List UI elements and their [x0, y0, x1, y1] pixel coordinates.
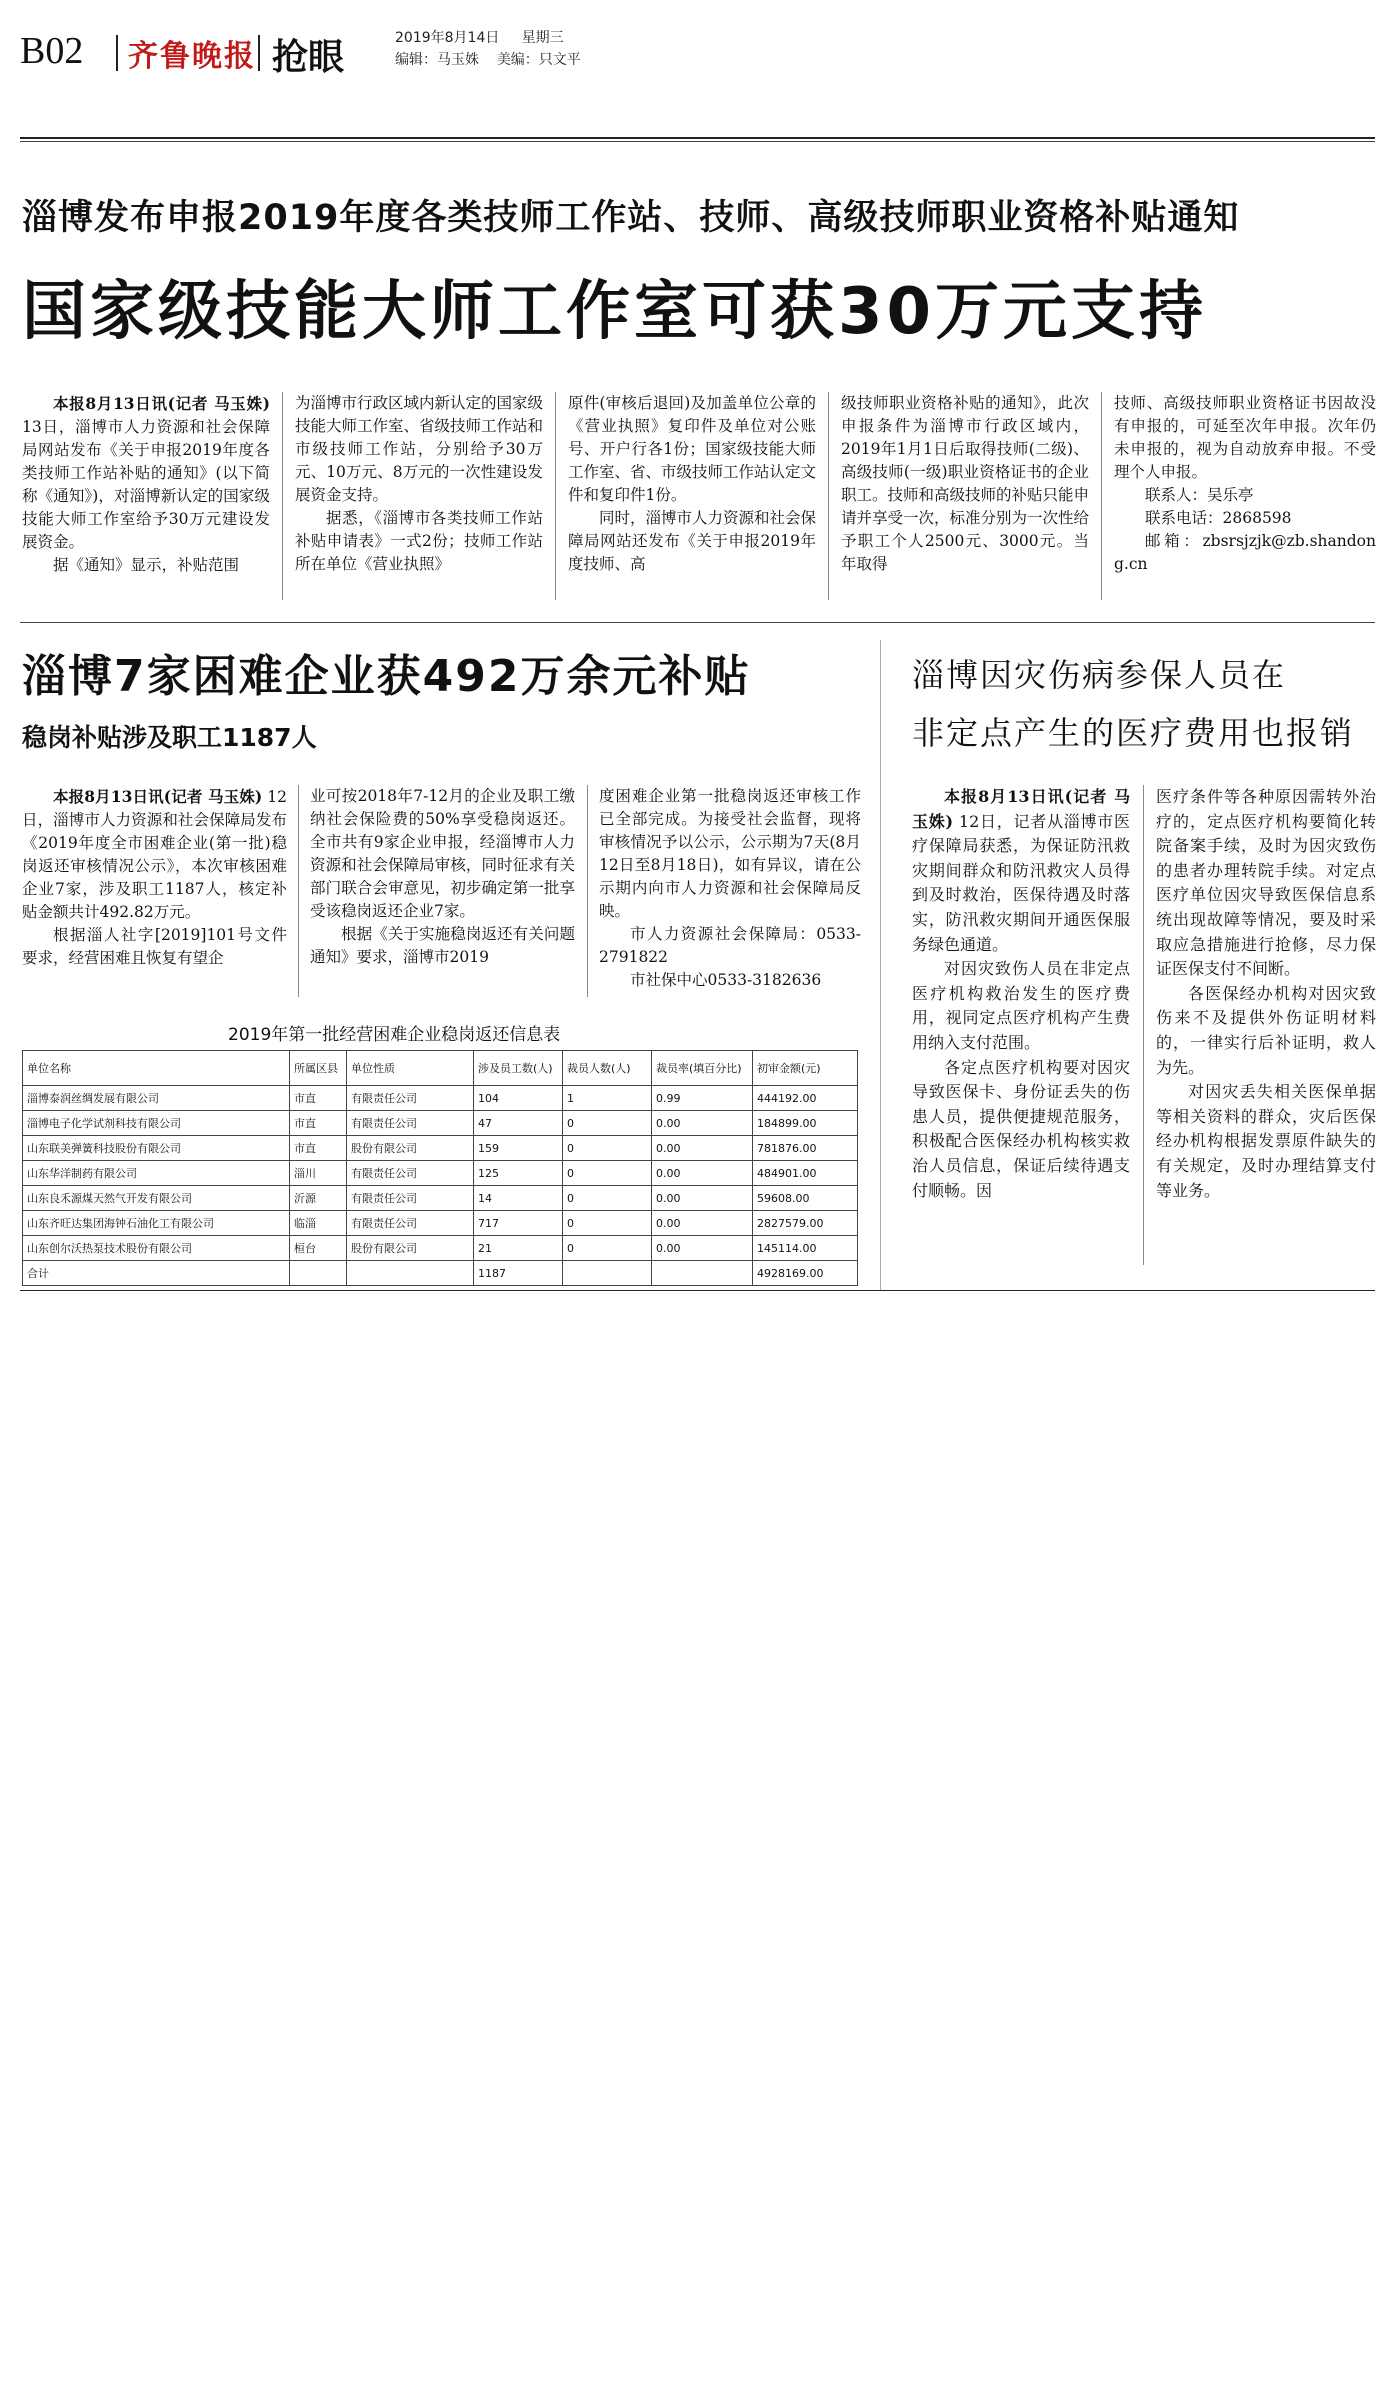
table-cell: 104 — [474, 1086, 563, 1111]
story1-paragraph: 技师、高级技师职业资格证书因故没有申报的，可延至次年申报。次年仍未申报的，视为自动放弃申报。不受理个人申报。 — [1114, 394, 1376, 481]
column-divider — [282, 392, 283, 600]
masthead-divider — [116, 35, 118, 71]
designer-credit: 美编：只文平 — [496, 52, 581, 68]
table-cell: 有限责任公司 — [347, 1211, 474, 1236]
table-title: 2019年第一批经营困难企业稳岗返还信息表 — [228, 1025, 561, 1045]
table-cell: 桓台 — [290, 1236, 347, 1261]
table-cell: 0.00 — [652, 1111, 753, 1136]
story3-paragraph: 各医保经办机构对因灾致伤来不及提供外伤证明材料的，一律实行后补证明，救人为先。 — [1156, 983, 1376, 1077]
table-cell: 淄博泰润丝绸发展有限公司 — [23, 1086, 290, 1111]
story1-email: 邮箱：zbsrsjzjk@zb.shandong.cn — [1114, 532, 1376, 573]
table-cell: 市直 — [290, 1111, 347, 1136]
table-cell: 0 — [563, 1111, 652, 1136]
newspaper-logo: 齐鲁晚报 — [128, 39, 256, 74]
table-cell: 合计 — [23, 1261, 290, 1286]
table-row — [23, 1161, 858, 1186]
story2-contact: 市社保中心0533-3182636 — [630, 971, 822, 989]
story1-paragraph: 据悉，《淄博市各类技师工作站补贴申请表》一式2份；技师工作站所在单位《营业执照》 — [295, 509, 543, 573]
story3-paragraph: 对因灾丢失相关医保单据等相关资料的群众，灾后医保经办机构根据发票原件缺失的有关规定，及时办理结算支付等业务。 — [1156, 1082, 1376, 1200]
column-divider — [587, 785, 588, 997]
table-cell: 山东良禾源煤天然气开发有限公司 — [23, 1186, 290, 1211]
table-cell: 有限责任公司 — [347, 1161, 474, 1186]
story2-contact: 市人力资源社会保障局：0533-2791822 — [599, 925, 861, 966]
section-name: 抢眼 — [272, 37, 345, 78]
story2-column-2 — [310, 785, 575, 969]
masthead-divider — [258, 35, 260, 71]
table-cell: 0.99 — [652, 1086, 753, 1111]
table-cell: 股份有限公司 — [347, 1236, 474, 1261]
table-cell: 0.00 — [652, 1236, 753, 1261]
table-total-row — [23, 1261, 858, 1286]
story1-dateline: 本报8月13日讯(记者 马玉姝) — [53, 394, 270, 413]
story1-paragraph: 13日，淄博市人力资源和社会保障局网站发布《关于申报2019年度各类技师工作站补贴的通知》(以下简称《通知》)，对淄博新认定的国家级技能大师工作室给予30万元建设发展资金。 — [22, 418, 270, 551]
table-cell: 125 — [474, 1161, 563, 1186]
story2-paragraph: 12日，淄博市人力资源和社会保障局发布《2019年度全市困难企业(第一批)稳岗返还审核情况公示》，本次审核困难企业7家，涉及职工1187人，核定补贴金额共计492.82万元。 — [22, 788, 287, 921]
table-cell: 0.00 — [652, 1161, 753, 1186]
table-row — [23, 1186, 858, 1211]
story1-paragraph: 为淄博市行政区域内新认定的国家级技能大师工作室、省级技师工作站和市级技师工作站，分别给予30万元、10万元、8万元的一次性建设发展资金支持。 — [295, 394, 544, 504]
table-cell: 0.00 — [652, 1186, 753, 1211]
story1-contact: 联系人：吴乐亭 — [1145, 486, 1254, 504]
story1-column-1 — [22, 392, 270, 577]
table-cell: 0.00 — [652, 1211, 753, 1236]
table-cell — [347, 1261, 474, 1286]
table-cell: 0 — [563, 1136, 652, 1161]
table-cell: 1 — [563, 1086, 652, 1111]
story1-column-4 — [841, 392, 1089, 576]
story3-title-line-1: 淄博因灾伤病参保人员在 — [912, 656, 1287, 694]
story2-subtitle: 稳岗补贴涉及职工1187人 — [22, 723, 317, 752]
table-cell: 股份有限公司 — [347, 1136, 474, 1161]
table-row — [23, 1111, 858, 1136]
table-cell: 717 — [474, 1211, 563, 1236]
story3-column-2 — [1156, 785, 1376, 1203]
issue-date: 2019年8月14日 — [395, 30, 500, 46]
issue-date-line — [395, 27, 564, 47]
column-divider — [1101, 392, 1102, 600]
table-cell: 0 — [563, 1236, 652, 1261]
column-divider — [828, 392, 829, 600]
story3-paragraph: 各定点医疗机构要对因灾导致医保卡、身份证丢失的伤患人员，提供便捷规范服务，积极配合医保经办机构核实救治人员信息，保证后续待遇支付顺畅。因 — [912, 1057, 1130, 1200]
table-cell: 47 — [474, 1111, 563, 1136]
story1-paragraph: 同时，淄博市人力资源和社会保障局网站还发布《关于申报2019年度技师、高 — [568, 509, 817, 573]
table-cell: 184899.00 — [753, 1111, 858, 1136]
table-row — [23, 1236, 858, 1261]
table-cell: 市直 — [290, 1086, 347, 1111]
table-cell: 484901.00 — [753, 1161, 858, 1186]
table-cell: 4928169.00 — [753, 1261, 858, 1286]
column-divider — [880, 640, 881, 1290]
table-cell: 159 — [474, 1136, 563, 1161]
table-header: 涉及员工数(人) — [474, 1051, 563, 1086]
table-cell: 14 — [474, 1186, 563, 1211]
table-header: 单位性质 — [347, 1051, 474, 1086]
story1-paragraph: 级技师职业资格补贴的通知》，此次申报条件为淄博市行政区域内，2019年1月1日后取得技师(二级)、高级技师(一级)职业资格证书的企业职工。技师和高级技师的补贴只能申请并享受一次，标准分别为一次性给予职工个人2500元、3000元。当年取得 — [841, 394, 1090, 573]
table-cell — [290, 1261, 347, 1286]
table-cell: 市直 — [290, 1136, 347, 1161]
editor-credit: 编辑：马玉姝 — [395, 52, 479, 68]
story1-paragraph: 据《通知》显示，补贴范围 — [53, 556, 240, 574]
table-cell: 山东联美弹簧科技股份有限公司 — [23, 1136, 290, 1161]
story3-paragraph: 12日，记者从淄博市医疗保障局获悉，为保证防汛救灾期间群众和防汛救灾人员得到及时救治，医保待遇及时落实，防汛救灾期间开通医保服务绿色通道。 — [912, 811, 1130, 954]
column-divider — [298, 785, 299, 997]
table-header: 初审金额(元) — [753, 1051, 858, 1086]
story3-paragraph: 对因灾致伤人员在非定点医疗机构救治发生的医疗费用，视同定点医疗机构产生费用纳入支付范围。 — [912, 959, 1130, 1052]
table-row — [23, 1136, 858, 1161]
table-cell: 有限责任公司 — [347, 1186, 474, 1211]
table-cell: 山东创尔沃热泵技术股份有限公司 — [23, 1236, 290, 1261]
issue-weekday: 星期三 — [521, 30, 564, 46]
masthead — [20, 25, 1380, 78]
section-rule — [20, 622, 1375, 623]
table-cell: 781876.00 — [753, 1136, 858, 1161]
table-cell — [652, 1261, 753, 1286]
table-cell: 山东华洋制药有限公司 — [23, 1161, 290, 1186]
table-cell: 0 — [563, 1186, 652, 1211]
story2-paragraph: 业可按2018年7-12月的企业及职工缴纳社会保险费的50%享受稳岗返还。全市共有9家企业申报，经淄博市人力资源和社会保障局审核，同时征求有关部门联合会审意见，初步确定第一批享受该稳岗返还企业7家。 — [310, 787, 575, 920]
credits-line — [395, 49, 581, 69]
table-header-row — [23, 1051, 858, 1086]
story2-title: 淄博7家困难企业获492万余元补贴 — [22, 651, 751, 702]
story2-paragraph: 根据淄人社字[2019]101号文件要求，经营困难且恢复有望企 — [22, 926, 287, 967]
table-cell: 444192.00 — [753, 1086, 858, 1111]
table-cell: 临淄 — [290, 1211, 347, 1236]
subsidy-table — [22, 1050, 858, 1286]
masthead-rule-thin — [20, 141, 1375, 142]
masthead-rule — [20, 137, 1375, 139]
table-row — [23, 1086, 858, 1111]
story2-paragraph: 根据《关于实施稳岗返还有关问题通知》要求，淄博市2019 — [310, 925, 575, 966]
story1-title: 国家级技能大师工作室可获30万元支持 — [22, 275, 1208, 349]
story3-paragraph: 医疗条件等各种原因需转外治疗的，定点医疗机构要简化转院备案手续，及时为因灾致伤的患者办理转院手续。对定点医疗单位因灾导致医保信息系统出现故障等情况，要及时采取应急措施进行抢修，尽力保证医保支付不间断。 — [1156, 787, 1376, 979]
table-cell: 0 — [563, 1211, 652, 1236]
table-cell: 21 — [474, 1236, 563, 1261]
column-divider — [555, 392, 556, 600]
table-row — [23, 1211, 858, 1236]
table-header: 所属区县 — [290, 1051, 347, 1086]
table-header: 裁员率(填百分比) — [652, 1051, 753, 1086]
table-cell: 有限责任公司 — [347, 1111, 474, 1136]
table-cell: 0.00 — [652, 1136, 753, 1161]
table-cell — [563, 1261, 652, 1286]
table-cell: 淄博电子化学试剂科技有限公司 — [23, 1111, 290, 1136]
story2-column-3 — [599, 785, 861, 992]
table-cell: 0 — [563, 1161, 652, 1186]
story1-paragraph: 原件(审核后退回)及加盖单位公章的《营业执照》复印件及单位对公账号、开户行各1份；国家级技能大师工作室、省、市级技师工作站认定文件和复印件1份。 — [568, 394, 817, 504]
story1-column-3 — [568, 392, 816, 576]
story1-subtitle: 淄博发布申报2019年度各类技师工作站、技师、高级技师职业资格补贴通知 — [22, 198, 1240, 238]
table-header: 裁员人数(人) — [563, 1051, 652, 1086]
page-bottom-rule — [20, 1290, 1375, 1291]
story1-phone: 联系电话：2868598 — [1145, 509, 1292, 527]
story2-paragraph: 度困难企业第一批稳岗返还审核工作已全部完成。为接受社会监督，现将审核情况予以公示，公示期为7天(8月12日至8月18日)，如有异议，请在公示期内向市人力资源和社会保障局反映。 — [599, 787, 861, 920]
story2-column-1 — [22, 785, 287, 970]
story1-column-2 — [295, 392, 543, 576]
table-cell: 沂源 — [290, 1186, 347, 1211]
table-cell: 2827579.00 — [753, 1211, 858, 1236]
table-header: 单位名称 — [23, 1051, 290, 1086]
table-cell: 145114.00 — [753, 1236, 858, 1261]
story3-dateline: 本报8月13日讯(记者 马玉姝) — [912, 787, 1130, 831]
table-cell: 有限责任公司 — [347, 1086, 474, 1111]
story3-column-1 — [912, 785, 1130, 1203]
table-cell: 淄川 — [290, 1161, 347, 1186]
table-cell: 59608.00 — [753, 1186, 858, 1211]
column-divider — [1143, 785, 1144, 1265]
table-cell: 山东齐旺达集团海钟石油化工有限公司 — [23, 1211, 290, 1236]
story3-title-line-2: 非定点产生的医疗费用也报销 — [912, 714, 1355, 752]
page-number: B02 — [20, 30, 84, 72]
story1-column-5 — [1114, 392, 1376, 576]
story2-dateline: 本报8月13日讯(记者 马玉姝) — [53, 787, 263, 806]
table-cell: 1187 — [474, 1261, 563, 1286]
